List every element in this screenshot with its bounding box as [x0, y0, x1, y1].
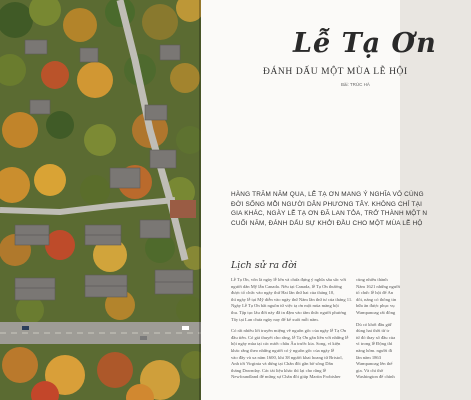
article-byline: Bài: TRÚC HÀ: [341, 82, 370, 87]
body-line: hội ngày mùa tại các nước châu Âu trước kia. Song, vì kiện: [231, 341, 341, 347]
lead-line: ĐỜI SỐNG MỖI NGƯỜI DÂN PHƯƠNG TÂY. KHÔNG CHỈ TẠI: [231, 200, 423, 208]
body-column-2: [356, 277, 416, 381]
body-line: thì ngày lễ tại Mỹ diễn vào ngày thứ Năm lần thứ tư của tháng 11.: [231, 296, 353, 302]
body-line: gia. Và chỉ thờ: [356, 367, 384, 373]
photo-illustration: [0, 0, 201, 400]
article-title: Lễ Tạ Ơn: [293, 28, 437, 59]
body-line: vào đầy và xa năm 1600, khi 38 người khai hoang từ Bristol,: [231, 354, 343, 360]
body-line: thu. Tập tục lâu đời này đã in đậm vào tâm thức người phương: [231, 309, 347, 315]
article-lead: [231, 190, 471, 228]
body-line: lần năm 1863: [356, 354, 382, 360]
body-line: dõi, năng có thông tin: [356, 296, 397, 302]
body-line: Tây tại Lan chưa ngày nay để kể xuôi mỗi năm.: [231, 316, 319, 322]
body-line: đầu tiên. Có giả thuyết cho rằng, lễ Tạ Ơn gắn liền với những lễ: [231, 334, 349, 340]
body-line: người dân Mỹ lẫn Canada. Nếu tại Canada, lễ Tạ Ơn thường: [231, 283, 342, 289]
body-line: Năm 1621 những người: [356, 283, 401, 289]
body-line: bữa ăn được phục vụ: [356, 303, 395, 309]
body-column-1: [231, 277, 351, 381]
body-line: từ đó thay số đầu của: [356, 334, 396, 340]
body-line: Washington để chính: [356, 374, 395, 380]
article-page: [201, 0, 437, 400]
lead-line: GIA KHÁC, NGÀY LỄ TẠ ƠN ĐÃ LAN TỎA, TRỞ THÀNH MỘT N: [231, 210, 428, 218]
body-line: Dù có khởi đầu giữ: [356, 321, 392, 327]
article-subtitle: ĐÁNH DẤU MỘT MÙA LỄ HỘI: [263, 67, 408, 77]
body-line: năng hôm. người đi: [356, 347, 393, 353]
section-heading: Lịch sử ra đời: [231, 260, 297, 271]
aerial-autumn-neighborhood-photo: [0, 0, 201, 400]
body-line: Ngày Lễ Tạ Ơn bắt nguồn từ việc tạ ơn một mùa màng bội: [231, 303, 339, 309]
body-line: Wampanoag lên thể: [356, 361, 393, 367]
body-line: được tổ chức vào ngày thứ Hai lần thứ hai của tháng 10,: [231, 290, 335, 296]
body-line: Wampanoag rất đông: [356, 309, 396, 315]
body-line: Anh tới Virginia và dừng tại Chân đồi gần bờ sông Dân: [231, 361, 333, 367]
body-line: dùng hai thời từ tr: [356, 328, 390, 334]
body-line: vì trong lễ Động thì: [356, 341, 393, 347]
body-line: tháng Dawnday. Các tài liệu khác thì lại cho rằng lễ: [231, 367, 326, 373]
body-line: Newfoundland để mừng sự Chân đồi giúp Martin Frobisher: [231, 374, 341, 380]
body-line: Lễ Tạ Ơn, vốn là ngày lễ lớn và chứa đựng ý nghĩa sâu sắc với: [231, 277, 347, 282]
lead-line: CUỐI NĂM, ĐÁNH DẤU SỰ KHỞI ĐẦU CHO MỘT MÙA LỄ HỘ: [231, 219, 423, 227]
body-line: khác rằng theo những người có ý nguồn gốc của ngày lễ: [231, 347, 335, 353]
lead-line: HÀNG TRĂM NĂM QUA, LỄ TẠ ƠN MANG Ý NGHĨA VÔ CÙNG: [231, 191, 424, 198]
body-line: tổ chức lễ hội để An: [356, 290, 394, 296]
body-line: Có rất nhiều lời truyền miệng về nguồn gốc của ngày lễ Tạ Ơn: [231, 328, 346, 334]
body-line: cùng nhiều thành: [356, 277, 388, 282]
